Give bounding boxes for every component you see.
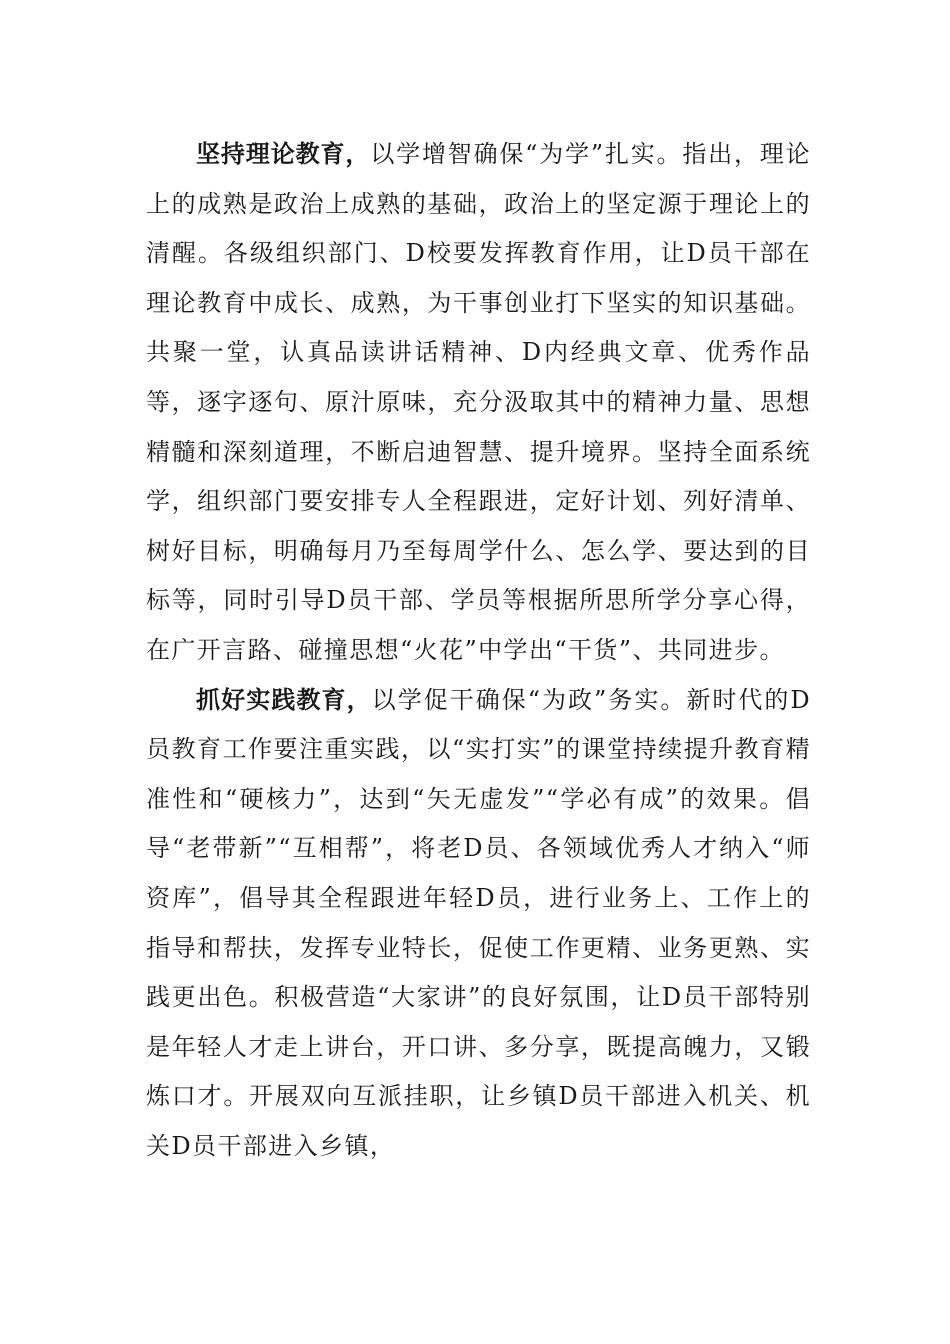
paragraph-lead: 抓好实践教育， xyxy=(196,685,372,714)
paragraph-body: 以学增智确保“为学”扎实。指出，理论上的成熟是政治上成熟的基础，政治上的坚定源于理论上的清醒。各级组织部门、D校要发挥教育作用，让D员干部在理论教育中成长、成熟，为干事创业打下坚实的知识基础。共聚一堂，认真品读讲话精神、D内经典文章、优秀作品等，逐字逐句、原汁原味，充分汲取其中的精神力量、思想精髓和深刻道理，不断启迪智慧、提升境界。坚持全面系统学，组织部门要安排专人全程跟进，定好计划、列好清单、树好目标，明确每月乃至每周学什么、怎么学、要达到的目标等，同时引导D员干部、学员等根据所思所学分享心得，在广开言路、碰撞思想“火花”中学出“干货”、共同进步。 xyxy=(146,140,811,664)
paragraph-body: 以学促干确保“为政”务实。新时代的D员教育工作要注重实践，以“实打实”的课堂持续提升教育精准性和“硬核力”，达到“矢无虚发”“学必有成”的效果。倡导“老带新”“互相帮”，将老D员、各领域优秀人才纳入“师资库”，倡导其全程跟进年轻D员，进行业务上、工作上的指导和帮扶，发挥专业特长，促使工作更精、业务更熟、实践更出色。积极营造“大家讲”的良好氛围，让D员干部特别是年轻人才走上讲台，开口讲、多分享，既提高魄力，又锻炼口才。开展双向互派挂职，让乡镇D员干部进入机关、机关D员干部进入乡镇， xyxy=(146,685,811,1160)
document-body xyxy=(146,130,811,1171)
paragraph-practice-education xyxy=(146,676,811,1172)
paragraph-theory-education xyxy=(146,130,811,676)
paragraph-lead: 坚持理论教育， xyxy=(196,140,371,168)
